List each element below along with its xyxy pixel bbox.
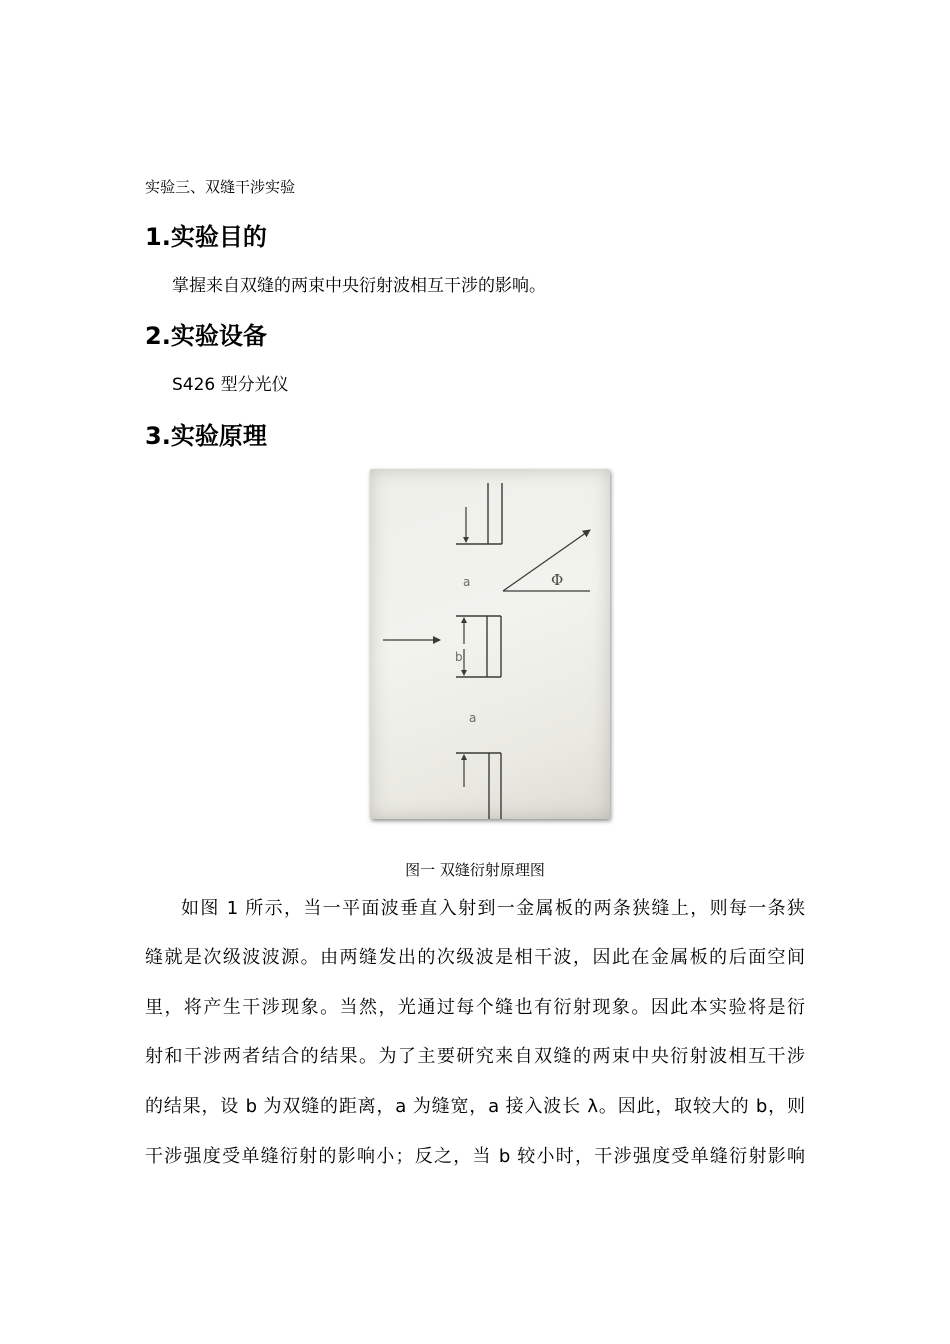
section-heading-purpose: 1.实验目的 bbox=[145, 223, 267, 251]
paragraph-line: 干涉强度受单缝衍射的影响小；反之，当 b 较小时，干涉强度受单缝衍射影响 bbox=[145, 1146, 805, 1167]
metal-plate-slits bbox=[456, 483, 502, 819]
purpose-text: 掌握来自双缝的两束中央衍射波相互干涉的影响。 bbox=[172, 276, 546, 296]
document-title: 实验三、双缝干涉实验 bbox=[145, 178, 296, 196]
paragraph-line: 缝就是次级波波源。由两缝发出的次级波是相干波，因此在金属板的后面空间 bbox=[145, 947, 805, 968]
slit-width-label-top: a bbox=[463, 575, 471, 589]
section-heading-equipment: 2.实验设备 bbox=[145, 322, 267, 350]
paragraph-line: 里，将产生干涉现象。当然，光通过每个缝也有衍射现象。因此本实验将是衍 bbox=[145, 997, 805, 1018]
slit-width-label-bottom: a bbox=[469, 711, 477, 725]
figure-caption: 图一 双缝衍射原理图 bbox=[405, 861, 545, 879]
paragraph-line: 的结果，设 b 为双缝的距离，a 为缝宽，a 接入波长 λ。因此，取较大的 b，则 bbox=[145, 1096, 805, 1117]
equipment-text: S426 型分光仪 bbox=[172, 375, 289, 395]
section-heading-principle: 3.实验原理 bbox=[145, 422, 267, 450]
double-slit-diagram-photo bbox=[370, 469, 610, 819]
paragraph-line: 如图 1 所示，当一平面波垂直入射到一金属板的两条狭缝上，则每一条狭 bbox=[181, 898, 805, 919]
diffraction-angle-indicator bbox=[503, 530, 590, 591]
dimension-arrows bbox=[464, 507, 466, 787]
double-slit-diagram bbox=[370, 469, 610, 819]
slit-distance-label: b bbox=[455, 650, 463, 664]
paragraph-line: 射和干涉两者结合的结果。为了主要研究来自双缝的两束中央衍射波相互干涉 bbox=[145, 1046, 805, 1067]
angle-phi-label: Φ bbox=[551, 571, 564, 589]
